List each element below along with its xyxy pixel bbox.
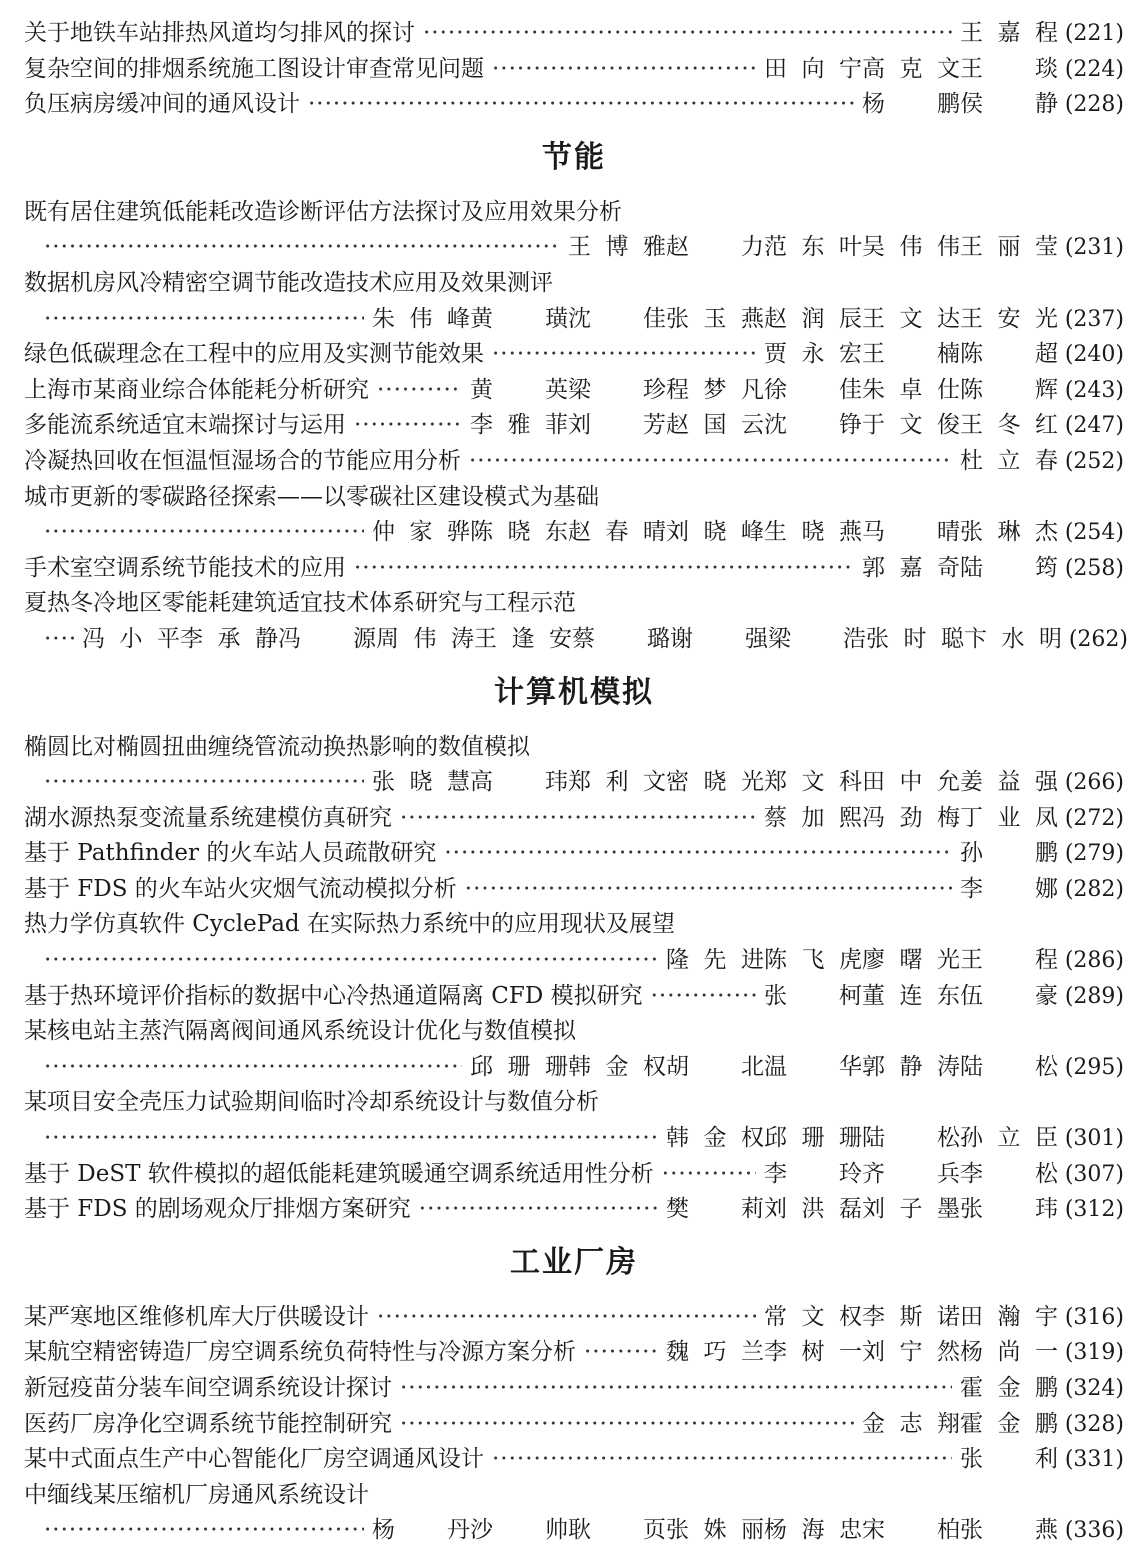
article-title: 某航空精密铸造厂房空调系统负荷特性与冷源方案分析 bbox=[24, 1339, 576, 1366]
author-name: 范东叶 bbox=[764, 234, 862, 261]
author-name: 杨尚一 bbox=[960, 1339, 1058, 1366]
author-name: 金志翔 bbox=[862, 1410, 960, 1437]
toc-entry bbox=[24, 979, 1124, 1015]
author-name: 田瀚宇 bbox=[960, 1303, 1058, 1330]
author-list bbox=[960, 836, 1058, 872]
author-name: 邱珊珊 bbox=[764, 1125, 862, 1152]
article-title: 某中式面点生产中心智能化厂房空调通风设计 bbox=[24, 1446, 484, 1473]
author-list bbox=[372, 302, 1058, 338]
dot-leader bbox=[377, 373, 462, 409]
author-list bbox=[960, 1442, 1058, 1478]
toc-section bbox=[24, 139, 1128, 658]
author-name: 朱卓仕 bbox=[862, 376, 960, 403]
page-number: (262) bbox=[1068, 626, 1128, 652]
dot-leader bbox=[44, 622, 74, 658]
author-name: 周伟涛 bbox=[376, 625, 474, 652]
toc-entry bbox=[24, 730, 1124, 801]
author-name: 刘子墨 bbox=[862, 1196, 960, 1223]
article-title: 热力学仿真软件 CyclePad 在实际热力系统中的应用现状及展望 bbox=[24, 911, 675, 938]
page-number: (247) bbox=[1064, 413, 1124, 439]
article-title: 城市更新的零碳路径探索——以零碳社区建设模式为基础 bbox=[24, 483, 599, 510]
toc-entry bbox=[24, 480, 1124, 551]
author-name: 张玉燕 bbox=[666, 305, 764, 332]
author-list bbox=[862, 87, 1058, 123]
author-name: 郑利文 bbox=[568, 769, 666, 796]
page-number: (289) bbox=[1064, 983, 1124, 1009]
article-title: 绿色低碳理念在工程中的应用及实测节能效果 bbox=[24, 341, 484, 368]
author-list bbox=[470, 408, 1058, 444]
author-list bbox=[764, 337, 1058, 373]
author-name: 韩金权 bbox=[568, 1053, 666, 1080]
article-title: 冷凝热回收在恒温恒湿场合的节能应用分析 bbox=[24, 447, 461, 474]
page-number: (331) bbox=[1064, 1447, 1124, 1473]
author-list bbox=[372, 1513, 1058, 1549]
author-name: 陆 筠 bbox=[960, 554, 1058, 581]
article-title: 新冠疫苗分装车间空调系统设计探讨 bbox=[24, 1375, 392, 1401]
toc-line bbox=[24, 872, 1124, 908]
dot-leader bbox=[492, 1442, 952, 1478]
author-name: 董连东 bbox=[862, 982, 960, 1009]
article-title: 某项目安全壳压力试验期间临时冷却系统设计与数值分析 bbox=[24, 1089, 599, 1116]
author-name: 杨 鹏 bbox=[862, 91, 960, 118]
author-name: 郭静涛 bbox=[862, 1053, 960, 1080]
toc-entry bbox=[24, 836, 1124, 872]
toc-entry bbox=[24, 266, 1124, 337]
dot-leader bbox=[44, 230, 560, 266]
author-name: 李斯诺 bbox=[862, 1303, 960, 1330]
author-list bbox=[372, 515, 1058, 551]
toc-entry bbox=[24, 1442, 1124, 1478]
author-name: 高 玮 bbox=[470, 769, 568, 796]
toc-title-line bbox=[24, 586, 1124, 622]
author-list bbox=[960, 872, 1058, 908]
author-name: 贾永宏 bbox=[764, 341, 862, 368]
author-name: 李承静 bbox=[180, 625, 278, 652]
author-name: 陆 松 bbox=[862, 1125, 960, 1152]
dot-leader bbox=[44, 1050, 462, 1086]
page-number: (328) bbox=[1064, 1411, 1124, 1437]
dot-leader bbox=[44, 765, 364, 801]
article-title: 基于 FDS 的火车站火灾烟气流动模拟分析 bbox=[24, 875, 457, 902]
page-number: (316) bbox=[1064, 1304, 1124, 1330]
author-name: 刘洪磊 bbox=[764, 1196, 862, 1223]
dot-leader bbox=[651, 979, 756, 1015]
author-name: 孙立臣 bbox=[960, 1125, 1058, 1152]
article-title: 负压病房缓冲间的通风设计 bbox=[24, 91, 300, 118]
author-name: 生晓燕 bbox=[764, 519, 862, 546]
author-name: 赵润辰 bbox=[764, 305, 862, 332]
author-name: 赵国云 bbox=[666, 412, 764, 439]
author-list bbox=[666, 1192, 1058, 1228]
author-name: 沈 铮 bbox=[764, 412, 862, 439]
dot-leader bbox=[444, 836, 952, 872]
toc-section bbox=[24, 674, 1124, 1228]
dot-leader bbox=[44, 1513, 364, 1549]
dot-leader bbox=[308, 87, 854, 123]
page-number: (258) bbox=[1064, 555, 1124, 581]
author-name: 霍金鹏 bbox=[960, 1375, 1058, 1401]
toc-line bbox=[24, 515, 1124, 551]
toc-entry bbox=[24, 1371, 1124, 1407]
page-number: (254) bbox=[1064, 520, 1124, 546]
toc-entry bbox=[24, 872, 1124, 908]
toc-title-line bbox=[24, 266, 1124, 302]
toc-entry bbox=[24, 1014, 1124, 1085]
toc-line bbox=[24, 408, 1124, 444]
dot-leader bbox=[400, 801, 756, 837]
author-name: 姜益强 bbox=[960, 769, 1058, 796]
toc-entry bbox=[24, 408, 1124, 444]
toc-entry bbox=[24, 373, 1124, 409]
author-name: 田向宁 bbox=[764, 55, 862, 82]
author-name: 程梦凡 bbox=[666, 376, 764, 403]
toc-title-line bbox=[24, 195, 1124, 231]
article-title: 夏热冬冷地区零能耗建筑适宜技术体系研究与工程示范 bbox=[24, 590, 576, 617]
author-name: 刘晓峰 bbox=[666, 519, 764, 546]
author-list bbox=[764, 1300, 1058, 1336]
page-number: (240) bbox=[1064, 342, 1124, 368]
toc-line bbox=[24, 801, 1124, 837]
toc-line bbox=[24, 444, 1124, 480]
toc-entry bbox=[24, 52, 1124, 88]
author-name: 王博雅 bbox=[568, 234, 666, 261]
author-list bbox=[764, 1157, 1058, 1193]
toc-entry bbox=[24, 551, 1124, 587]
author-name: 王嘉程 bbox=[960, 20, 1058, 46]
author-name: 陈晓东 bbox=[470, 519, 568, 546]
toc-section bbox=[24, 1244, 1124, 1549]
author-name: 侯 静 bbox=[960, 91, 1058, 118]
author-name: 张 利 bbox=[960, 1446, 1058, 1473]
author-name: 李 松 bbox=[960, 1160, 1058, 1187]
article-title: 基于 FDS 的剧场观众厅排烟方案研究 bbox=[24, 1196, 411, 1223]
author-list bbox=[666, 943, 1058, 979]
author-name: 郑文科 bbox=[764, 769, 862, 796]
author-name: 卞水明 bbox=[964, 625, 1062, 652]
toc-entry bbox=[24, 1407, 1124, 1443]
author-name: 徐 佳 bbox=[764, 376, 862, 403]
page-number: (224) bbox=[1064, 56, 1124, 82]
toc-section bbox=[24, 16, 1124, 123]
article-title: 基于 DeST 软件模拟的超低能耗建筑暖通空调系统适用性分析 bbox=[24, 1160, 654, 1187]
author-name: 邱珊珊 bbox=[470, 1053, 568, 1080]
author-name: 马 晴 bbox=[862, 519, 960, 546]
author-name: 李 玲 bbox=[764, 1160, 862, 1187]
author-list bbox=[470, 373, 1058, 409]
author-name: 赵 力 bbox=[666, 234, 764, 261]
author-name: 王丽莹 bbox=[960, 234, 1058, 261]
author-list bbox=[960, 444, 1058, 480]
toc-line bbox=[24, 1157, 1124, 1193]
article-title: 湖水源热泵变流量系统建模仿真研究 bbox=[24, 804, 392, 831]
page-number: (336) bbox=[1064, 1518, 1124, 1544]
author-list bbox=[82, 622, 1062, 658]
author-name: 陈 超 bbox=[960, 341, 1058, 368]
dot-leader bbox=[354, 408, 462, 444]
author-name: 冯小平 bbox=[82, 625, 180, 652]
author-name: 李雅菲 bbox=[470, 412, 568, 439]
author-name: 霍金鹏 bbox=[960, 1410, 1058, 1437]
author-name: 王安光 bbox=[960, 305, 1058, 332]
author-name: 孙 鹏 bbox=[960, 840, 1058, 867]
article-title: 既有居住建筑低能耗改造诊断评估方法探讨及应用效果分析 bbox=[24, 198, 622, 225]
author-name: 密晓光 bbox=[666, 769, 764, 796]
section-heading: 节能 bbox=[542, 139, 606, 175]
author-name: 高克文 bbox=[862, 55, 960, 82]
author-name: 吴伟伟 bbox=[862, 234, 960, 261]
page-number: (324) bbox=[1064, 1376, 1124, 1401]
author-list bbox=[372, 765, 1058, 801]
article-title: 基于 Pathfinder 的火车站人员疏散研究 bbox=[24, 840, 437, 867]
author-list bbox=[568, 230, 1058, 266]
dot-leader bbox=[44, 302, 364, 338]
author-name: 李树一 bbox=[764, 1339, 862, 1366]
author-list bbox=[862, 1407, 1058, 1443]
author-name: 张琳杰 bbox=[960, 519, 1058, 546]
page-number: (252) bbox=[1064, 448, 1124, 474]
author-list bbox=[862, 551, 1058, 587]
toc-line bbox=[24, 765, 1124, 801]
toc-line bbox=[24, 16, 1124, 52]
page-number: (279) bbox=[1064, 841, 1124, 867]
author-name: 张 燕 bbox=[960, 1517, 1058, 1544]
toc-line bbox=[24, 1513, 1124, 1549]
author-name: 刘 芳 bbox=[568, 412, 666, 439]
author-name: 齐 兵 bbox=[862, 1160, 960, 1187]
toc-entry bbox=[24, 1478, 1124, 1549]
author-name: 沙 帅 bbox=[470, 1517, 568, 1544]
toc-entry bbox=[24, 1085, 1124, 1156]
toc-entry bbox=[24, 16, 1124, 52]
toc-line bbox=[24, 1192, 1124, 1228]
author-name: 蔡 璐 bbox=[572, 625, 670, 652]
author-name: 王 程 bbox=[960, 947, 1058, 974]
dot-leader bbox=[584, 1335, 658, 1371]
author-list bbox=[666, 1335, 1058, 1371]
author-name: 仲家骅 bbox=[372, 519, 470, 546]
toc-entry bbox=[24, 1300, 1124, 1336]
page-number: (231) bbox=[1064, 235, 1124, 261]
author-name: 沈 佳 bbox=[568, 305, 666, 332]
toc-line bbox=[24, 87, 1124, 123]
author-list bbox=[666, 1121, 1058, 1157]
dot-leader bbox=[354, 551, 854, 587]
article-title: 数据机房风冷精密空调节能改造技术应用及效果测评 bbox=[24, 269, 553, 296]
author-name: 赵春晴 bbox=[568, 519, 666, 546]
toc-line bbox=[24, 1407, 1124, 1443]
dot-leader bbox=[662, 1157, 756, 1193]
author-name: 樊 莉 bbox=[666, 1196, 764, 1223]
author-name: 魏巧兰 bbox=[666, 1339, 764, 1366]
toc-entry bbox=[24, 1192, 1124, 1228]
page-number: (282) bbox=[1064, 876, 1124, 902]
toc-title-line bbox=[24, 730, 1124, 766]
page-number: (286) bbox=[1064, 948, 1124, 974]
toc-title-line bbox=[24, 1085, 1124, 1121]
author-list bbox=[764, 801, 1058, 837]
author-name: 于文俊 bbox=[862, 412, 960, 439]
author-name: 张 玮 bbox=[960, 1196, 1058, 1223]
author-list bbox=[470, 1050, 1058, 1086]
author-name: 王冬红 bbox=[960, 412, 1058, 439]
page-number: (307) bbox=[1064, 1161, 1124, 1187]
toc-line bbox=[24, 1371, 1124, 1407]
dot-leader bbox=[492, 52, 756, 88]
article-title: 手术室空调系统节能技术的应用 bbox=[24, 554, 346, 581]
author-name: 王 琰 bbox=[960, 55, 1058, 82]
page-number: (319) bbox=[1064, 1340, 1124, 1366]
author-name: 杨海忠 bbox=[764, 1517, 862, 1544]
article-title: 关于地铁车站排热风道均匀排风的探讨 bbox=[24, 20, 415, 46]
article-title: 复杂空间的排烟系统施工图设计审查常见问题 bbox=[24, 55, 484, 82]
author-name: 冯 源 bbox=[278, 625, 376, 652]
toc-line bbox=[24, 373, 1124, 409]
page-number: (272) bbox=[1064, 805, 1124, 831]
author-name: 廖曙光 bbox=[862, 947, 960, 974]
dot-leader bbox=[377, 1300, 756, 1336]
author-list bbox=[960, 1371, 1058, 1407]
author-name: 胡 北 bbox=[666, 1053, 764, 1080]
dot-leader bbox=[469, 444, 952, 480]
article-title: 椭圆比对椭圆扭曲缠绕管流动换热影响的数值模拟 bbox=[24, 733, 530, 760]
dot-leader bbox=[44, 943, 658, 979]
author-name: 丁业凤 bbox=[960, 804, 1058, 831]
dot-leader bbox=[423, 16, 952, 52]
author-name: 张姝丽 bbox=[666, 1517, 764, 1544]
author-name: 王文达 bbox=[862, 305, 960, 332]
dot-leader bbox=[465, 872, 952, 908]
toc-entry bbox=[24, 1335, 1124, 1371]
author-name: 常文权 bbox=[764, 1303, 862, 1330]
author-list bbox=[764, 979, 1058, 1015]
page-number: (237) bbox=[1064, 306, 1124, 332]
author-name: 宋 柏 bbox=[862, 1517, 960, 1544]
author-name: 温 华 bbox=[764, 1053, 862, 1080]
author-list bbox=[960, 16, 1058, 52]
toc-title-line bbox=[24, 480, 1124, 516]
author-name: 陆 松 bbox=[960, 1053, 1058, 1080]
author-list bbox=[764, 52, 1058, 88]
toc-line bbox=[24, 302, 1124, 338]
page-number: (228) bbox=[1064, 92, 1124, 118]
page-number: (301) bbox=[1064, 1126, 1124, 1152]
toc-line bbox=[24, 230, 1124, 266]
toc-title-line bbox=[24, 1478, 1124, 1514]
page-number: (312) bbox=[1064, 1197, 1124, 1223]
toc-title-line bbox=[24, 907, 1124, 943]
author-name: 张时聪 bbox=[866, 625, 964, 652]
author-name: 张晓慧 bbox=[372, 769, 470, 796]
dot-leader bbox=[44, 1121, 658, 1157]
toc-entry bbox=[24, 444, 1124, 480]
toc-title-line bbox=[24, 1014, 1124, 1050]
author-name: 冯劲梅 bbox=[862, 804, 960, 831]
author-name: 王 楠 bbox=[862, 341, 960, 368]
dot-leader bbox=[492, 337, 756, 373]
toc-line bbox=[24, 979, 1124, 1015]
section-heading: 工业厂房 bbox=[510, 1244, 638, 1280]
toc-entry bbox=[24, 1157, 1124, 1193]
author-name: 谢 强 bbox=[670, 625, 768, 652]
author-name: 朱伟峰 bbox=[372, 305, 470, 332]
author-name: 黄 璜 bbox=[470, 305, 568, 332]
toc-line bbox=[24, 1050, 1124, 1086]
author-name: 蔡加熙 bbox=[764, 804, 862, 831]
toc-entry bbox=[24, 801, 1124, 837]
author-name: 王逢安 bbox=[474, 625, 572, 652]
author-name: 陈飞虎 bbox=[764, 947, 862, 974]
author-name: 刘宁然 bbox=[862, 1339, 960, 1366]
author-name: 韩金权 bbox=[666, 1125, 764, 1152]
author-name: 杨 丹 bbox=[372, 1517, 470, 1544]
toc-entry bbox=[24, 87, 1124, 123]
dot-leader bbox=[419, 1192, 658, 1228]
author-name: 张 柯 bbox=[764, 982, 862, 1009]
toc-line bbox=[24, 1300, 1124, 1336]
toc-line bbox=[24, 1121, 1124, 1157]
article-title: 基于热环境评价指标的数据中心冷热通道隔离 CFD 模拟研究 bbox=[24, 982, 643, 1009]
dot-leader bbox=[44, 515, 364, 551]
table-of-contents bbox=[24, 16, 1128, 1549]
toc-entry bbox=[24, 337, 1124, 373]
author-name: 郭嘉奇 bbox=[862, 554, 960, 581]
toc-line bbox=[24, 52, 1124, 88]
page-number: (243) bbox=[1064, 377, 1124, 403]
toc-entry bbox=[24, 907, 1124, 978]
toc-line bbox=[24, 836, 1124, 872]
author-name: 陈 辉 bbox=[960, 376, 1058, 403]
toc-line bbox=[24, 337, 1124, 373]
toc-entry bbox=[24, 586, 1128, 657]
author-name: 李 娜 bbox=[960, 875, 1058, 902]
author-name: 杜立春 bbox=[960, 447, 1058, 474]
page-number: (295) bbox=[1064, 1054, 1124, 1080]
author-name: 伍 豪 bbox=[960, 982, 1058, 1009]
author-name: 田中允 bbox=[862, 769, 960, 796]
article-title: 上海市某商业综合体能耗分析研究 bbox=[24, 376, 369, 403]
toc-line bbox=[24, 622, 1128, 658]
page-number: (221) bbox=[1064, 21, 1124, 46]
article-title: 某核电站主蒸汽隔离阀间通风系统设计优化与数值模拟 bbox=[24, 1018, 576, 1045]
toc-line bbox=[24, 943, 1124, 979]
article-title: 中缅线某压缩机厂房通风系统设计 bbox=[24, 1481, 369, 1508]
toc-entry bbox=[24, 195, 1124, 266]
author-name: 黄 英 bbox=[470, 376, 568, 403]
article-title: 多能流系统适宜末端探讨与运用 bbox=[24, 412, 346, 439]
page-number: (266) bbox=[1064, 770, 1124, 796]
dot-leader bbox=[400, 1371, 952, 1407]
toc-line bbox=[24, 551, 1124, 587]
author-name: 梁 浩 bbox=[768, 625, 866, 652]
article-title: 医药厂房净化空调系统节能控制研究 bbox=[24, 1410, 392, 1437]
toc-line bbox=[24, 1442, 1124, 1478]
dot-leader bbox=[400, 1407, 854, 1443]
section-heading: 计算机模拟 bbox=[494, 674, 654, 710]
author-name: 梁 珍 bbox=[568, 376, 666, 403]
toc-line bbox=[24, 1335, 1124, 1371]
author-name: 耿 页 bbox=[568, 1517, 666, 1544]
article-title: 某严寒地区维修机库大厅供暖设计 bbox=[24, 1303, 369, 1330]
author-name: 隆先进 bbox=[666, 947, 764, 974]
